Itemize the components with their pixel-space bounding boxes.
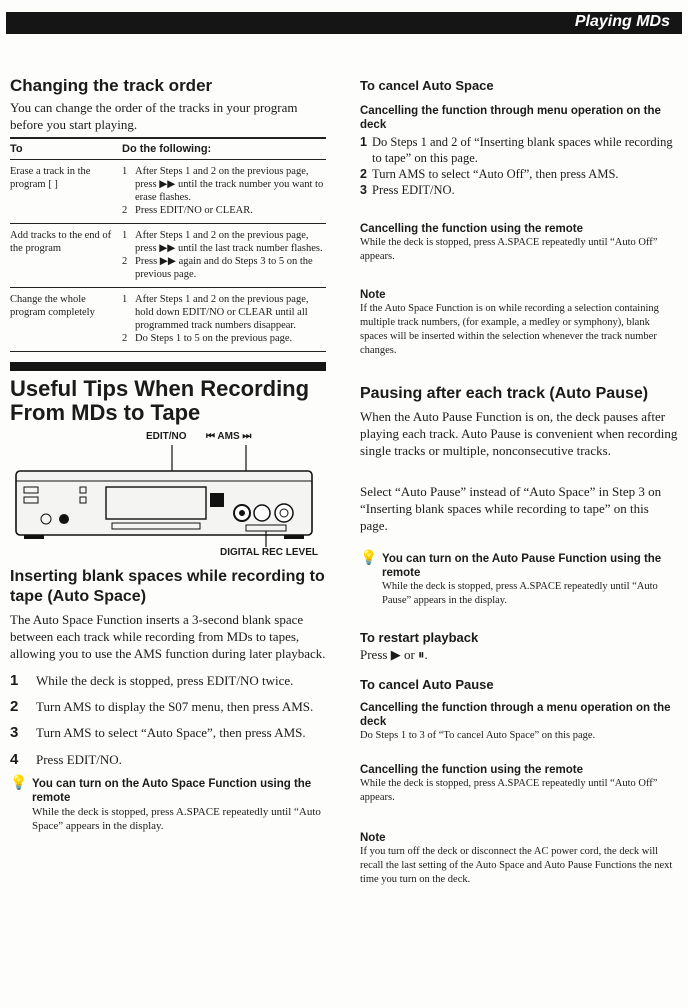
restart-playback-heading: To restart playback bbox=[360, 630, 479, 645]
note1-heading: Note bbox=[360, 289, 386, 301]
table-step bbox=[122, 255, 324, 281]
auto-pause-heading: Pausing after each track (Auto Pause) bbox=[360, 385, 649, 402]
step-text: Do Steps 1 to 5 on the previous page. bbox=[135, 333, 293, 344]
note1-body: If the Auto Space Function is on while recording a selection containing multiple track numbers, (for example, a medley or symphony), blank spaces will be inserted within the selection whenever the track number changes. bbox=[360, 303, 659, 356]
auto-pause-instruction: Select “Auto Pause” instead of “Auto Space” in Step 3 on “Inserting blank spaces while recording to tape” on this page. bbox=[360, 484, 662, 533]
note2-body: If you turn off the deck or disconnect the AC power cord, the deck will recall the last setting of the Auto Space and Auto Pause Functions the next time you turn on the deck. bbox=[360, 846, 673, 885]
useful-tips-heading-line1: Useful Tips When Recording bbox=[10, 376, 310, 401]
table-step bbox=[122, 293, 324, 332]
table-cell-do bbox=[122, 160, 326, 224]
cancel-space-menu-steps bbox=[360, 134, 678, 198]
step-number: 2 bbox=[122, 256, 128, 267]
step-text: Press EDIT/NO. bbox=[372, 183, 455, 197]
cancel-space-remote-body: While the deck is stopped, press A.SPACE repeatedly until “Auto Off” appears. bbox=[360, 237, 658, 262]
list-item bbox=[10, 751, 326, 768]
table-step bbox=[122, 332, 324, 345]
inserting-blank-heading-line2: tape (Auto Space) bbox=[10, 588, 147, 605]
cancel-auto-space-heading: To cancel Auto Space bbox=[360, 78, 494, 93]
table-row bbox=[10, 160, 326, 224]
cancel-pause-menu-body: Do Steps 1 to 3 of “To cancel Auto Space” on this page. bbox=[360, 730, 596, 741]
list-item bbox=[10, 724, 326, 741]
table-step bbox=[122, 165, 324, 204]
ams-label: ⏮ AMS ⏭ bbox=[206, 431, 252, 442]
left-column bbox=[10, 76, 326, 833]
table-row bbox=[10, 288, 326, 352]
step-text: After Steps 1 and 2 on the previous page, hold down EDIT/NO or CLEAR until all programmed track numbers disappear. bbox=[135, 294, 309, 331]
list-item bbox=[360, 166, 678, 182]
deck-drawing bbox=[10, 443, 326, 555]
table-header-row bbox=[10, 138, 326, 160]
useful-tips-heading bbox=[10, 377, 326, 425]
table-cell-to: Erase a track in the program [ ] bbox=[10, 160, 122, 224]
auto-pause-intro: When the Auto Pause Function is on, the deck pauses after playing each track. Auto Pause is convenient when recording single tracks or multiple, nonconsecutive tracks. bbox=[360, 409, 678, 458]
cancel-space-menu-heading: Cancelling the function through menu operation on the deck bbox=[360, 105, 661, 131]
header-bar bbox=[6, 12, 682, 34]
step-text: Do Steps 1 and 2 of “Inserting blank spaces while recording to tape” on this page. bbox=[372, 135, 673, 165]
step-text: While the deck is stopped, press EDIT/NO twice. bbox=[36, 673, 294, 688]
inserting-blank-steps bbox=[10, 672, 326, 768]
table-row bbox=[10, 224, 326, 288]
cancel-pause-remote-heading: Cancelling the function using the remote bbox=[360, 764, 583, 776]
list-item bbox=[10, 698, 326, 715]
step-number: 3 bbox=[10, 724, 19, 741]
step-number: 2 bbox=[122, 205, 128, 216]
table-cell-do bbox=[122, 288, 326, 352]
list-item bbox=[360, 182, 678, 198]
step-number: 2 bbox=[360, 167, 367, 181]
table-header-do: Do the following: bbox=[122, 138, 326, 160]
step-number: 1 bbox=[122, 166, 128, 177]
table-header-to: To bbox=[10, 138, 122, 160]
step-text: Press ▶▶ again and do Steps 3 to 5 on the previous page. bbox=[135, 256, 313, 280]
step-text: Turn AMS to select “Auto Off”, then press AMS. bbox=[372, 167, 619, 181]
step-text: Turn AMS to display the S07 menu, then press AMS. bbox=[36, 699, 314, 714]
table-cell-do bbox=[122, 224, 326, 288]
page-section-title: Playing MDs bbox=[574, 13, 670, 30]
auto-space-tip-heading: You can turn on the Auto Space Function using the remote bbox=[32, 778, 312, 804]
step-number: 2 bbox=[122, 333, 128, 344]
step-number: 4 bbox=[10, 751, 19, 768]
step-text: After Steps 1 and 2 on the previous page, press ▶▶ until the track number you want to erase flashes. bbox=[135, 166, 324, 203]
auto-pause-tip-body: While the deck is stopped, press A.SPACE repeatedly until “Auto Pause” appears in the display. bbox=[382, 581, 658, 606]
inserting-blank-heading-line1: Inserting blank spaces while recording to bbox=[10, 568, 325, 585]
restart-playback-body: Press ▶ or ⏸. bbox=[360, 647, 428, 662]
step-text: Press EDIT/NO or CLEAR. bbox=[135, 205, 253, 216]
digital-rec-level-label: DIGITAL REC LEVEL bbox=[220, 547, 318, 558]
table-step bbox=[122, 204, 324, 217]
table-step bbox=[122, 229, 324, 255]
list-item bbox=[360, 134, 678, 166]
auto-pause-tip bbox=[360, 552, 678, 608]
table-cell-to: Change the whole program completely bbox=[10, 288, 122, 352]
cancel-space-remote-heading: Cancelling the function using the remote bbox=[360, 223, 583, 235]
track-order-table bbox=[10, 137, 326, 352]
right-column bbox=[360, 78, 678, 887]
list-item bbox=[10, 672, 326, 689]
step-number: 1 bbox=[360, 135, 367, 149]
inserting-blank-intro: The Auto Space Function inserts a 3-second blank space between each track while recording from MDs to tapes, allowing you to use the AMS function during later playback. bbox=[10, 612, 326, 661]
step-number: 1 bbox=[122, 294, 128, 305]
edit-no-label: EDIT/NO bbox=[146, 431, 187, 442]
step-number: 3 bbox=[360, 183, 367, 197]
changing-order-intro: You can change the order of the tracks in your program before you start playing. bbox=[10, 100, 298, 132]
note2-heading: Note bbox=[360, 832, 386, 844]
useful-tips-heading-line2: From MDs to Tape bbox=[10, 400, 201, 425]
md-deck-illustration bbox=[10, 429, 326, 559]
lightbulb-icon: 💡 bbox=[360, 551, 378, 566]
table-cell-to: Add tracks to the end of the program bbox=[10, 224, 122, 288]
auto-pause-tip-heading: You can turn on the Auto Pause Function using the remote bbox=[382, 553, 662, 579]
auto-space-tip-body: While the deck is stopped, press A.SPACE repeatedly until “Auto Space” appears in the display. bbox=[32, 806, 321, 832]
inserting-blank-heading bbox=[10, 567, 326, 607]
lightbulb-icon: 💡 bbox=[10, 776, 28, 791]
cancel-pause-menu-heading: Cancelling the function through a menu operation on the deck bbox=[360, 702, 671, 728]
cancel-pause-remote-body: While the deck is stopped, press A.SPACE repeatedly until “Auto Off” appears. bbox=[360, 778, 658, 803]
step-number: 2 bbox=[10, 698, 19, 715]
step-text: After Steps 1 and 2 on the previous page, press ▶▶ until the last track number flashes. bbox=[135, 230, 323, 254]
cancel-auto-pause-heading: To cancel Auto Pause bbox=[360, 677, 494, 692]
auto-space-tip bbox=[10, 777, 326, 833]
step-text: Turn AMS to select “Auto Space”, then press AMS. bbox=[36, 725, 306, 740]
step-number: 1 bbox=[122, 230, 128, 241]
section-divider bbox=[10, 362, 326, 371]
changing-order-heading: Changing the track order bbox=[10, 76, 213, 95]
step-number: 1 bbox=[10, 672, 19, 689]
step-text: Press EDIT/NO. bbox=[36, 752, 122, 767]
